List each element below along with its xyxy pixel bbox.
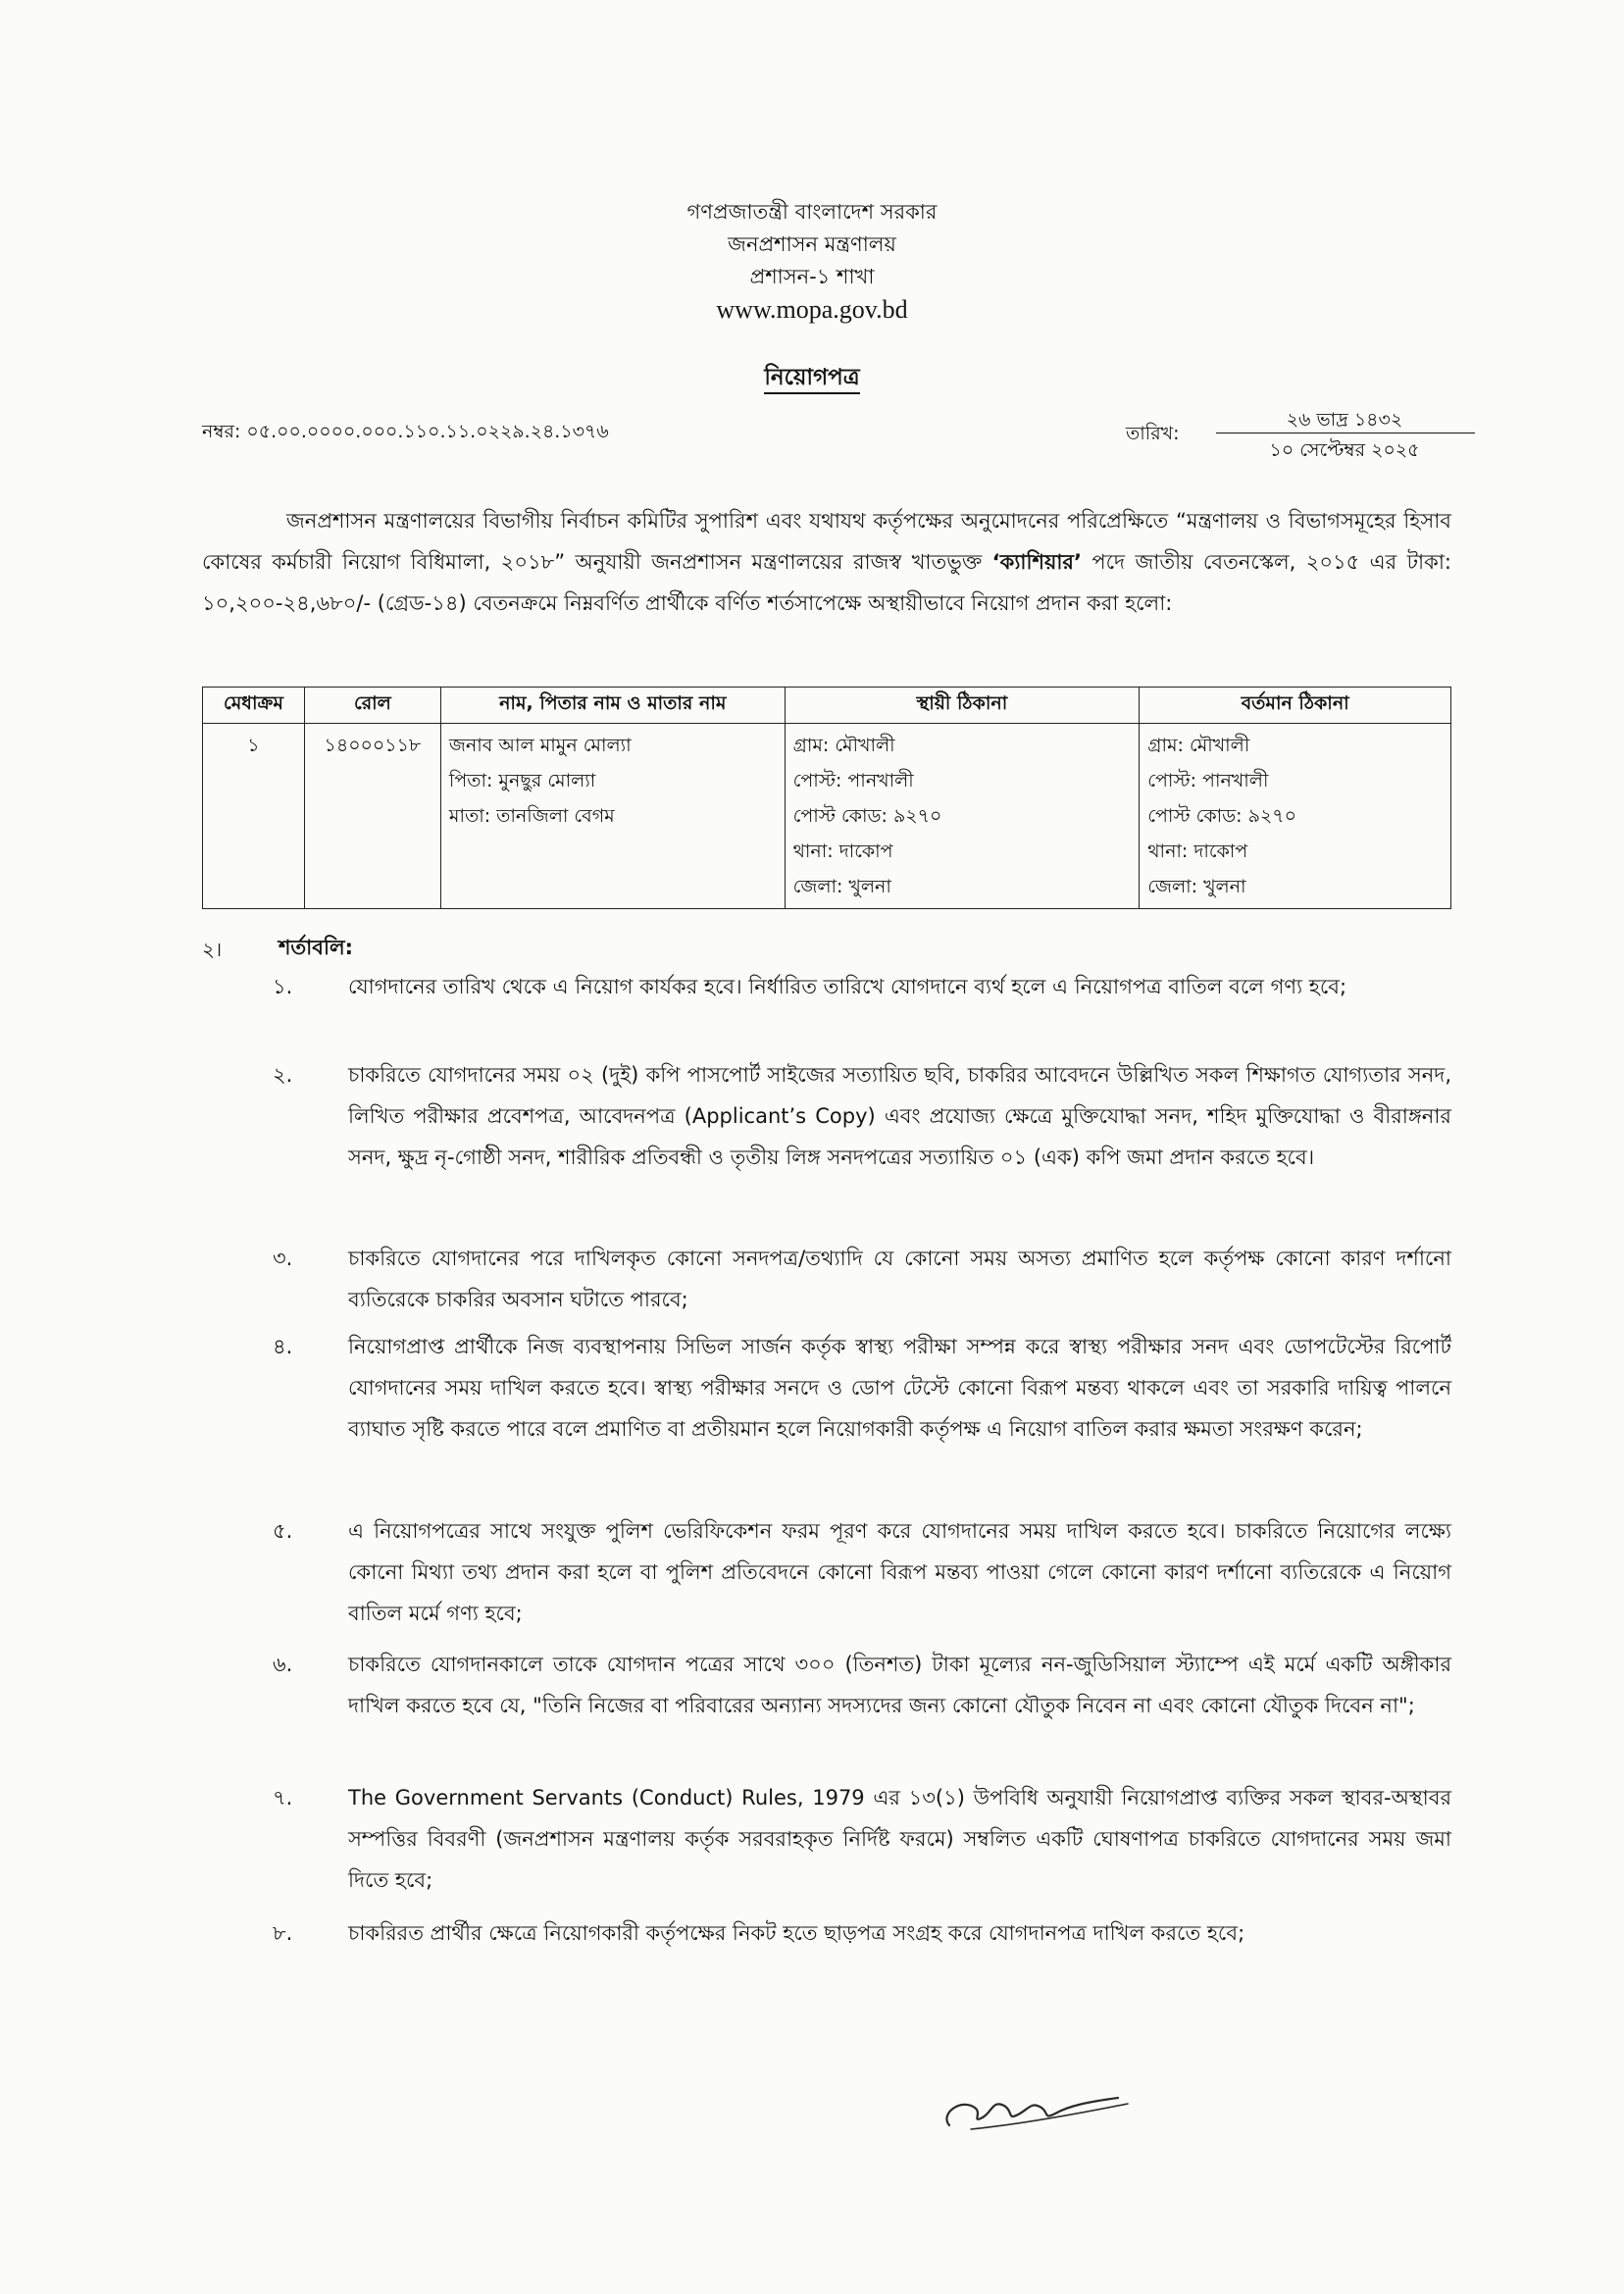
page-title [0, 359, 1624, 397]
condition-text: নিয়োগপ্রাপ্ত প্রার্থীকে নিজ ব্যবস্থাপনায় সিভিল সার্জন কর্তৃক স্বাস্থ্য পরীক্ষা সম্পন্ন করে স্বাস্থ্য পরীক্ষার সনদ এবং ডোপটেস্টের রিপোর্ট যোগদানের সময় দাখিল করতে হবে। স্বাস্থ্য পরীক্ষার সনদে ও ডোপ টেস্টে কোনো বিরূপ মন্তব্য থাকলে এবং তা সরকারি দায়িত্ব পালনে ব্যাঘাত সৃষ্টি করতে পারে বলে প্রমাণিত বা প্রতীয়মান হলে নিয়োগকারী কর্তৃপক্ষ এ নিয়োগ বাতিল করার ক্ষমতা সংরক্ষণ করেন; [348, 1335, 1451, 1441]
condition-number: ২. [273, 1063, 293, 1087]
intro-part-2: পদে জাতীয় বেতনস্কেল, ২০১৫ এর টাকা: ১০,২০০-২৪,৬৮০/- (গ্রেড-১৪) বেতনক্রমে নিম্নবর্ণিত প্রার্থীকে বর্ণিত শর্তসাপেক্ষে অস্থায়ীভাবে নিয়োগ প্রদান করা হলো: [202, 550, 1451, 615]
father-name: পিতা: মুনছুর মোল্যা [448, 770, 596, 791]
condition-text: The Government Servants (Conduct) Rules, 1979 এর ১৩(১) উপবিধি অনুযায়ী নিয়োগপ্রাপ্ত ব্যক্তির সকল স্থাবর-অস্থাবর সম্পত্তির বিবরণী (জনপ্রশাসন মন্ত্রণালয় কর্তৃক সরবরাহকৃত নির্দিষ্ট ফরমে) সম্বলিত একটি ঘোষণাপত্র চাকরিতে যোগদানের সময় জমা দিতে হবে; [348, 1786, 1451, 1892]
table-header-row [203, 688, 1451, 724]
address-line: পোস্ট কোড: ৯২৭০ [1147, 805, 1296, 827]
condition-text: চাকরিরত প্রার্থীর ক্ষেত্রে নিয়োগকারী কর্তৃপক্ষের নিকট হতে ছাড়পত্র সংগ্রহ করে যোগদানপত্র দাখিল করতে হবে; [348, 1921, 1245, 1945]
condition-number: ৩. [273, 1247, 293, 1270]
memo-number: নম্বর: ০৫.০০.০০০০.০০০.১১০.১১.০২২৯.২৪.১৩৭৬ [202, 421, 609, 442]
date-label: তারিখ: [1126, 423, 1180, 444]
branch-name: প্রশাসন-১ শাখা [749, 265, 875, 288]
date-bangla: ২৬ ভাদ্র ১৪৩২ [1286, 409, 1403, 431]
address-line: পোস্ট: পানখালী [792, 770, 914, 791]
government-name: গণপ্রজাতন্ত্রী বাংলাদেশ সরকার [686, 200, 938, 224]
address-line: গ্রাম: মৌখালী [1147, 735, 1250, 756]
condition-text: যোগদানের তারিখ থেকে এ নিয়োগ কার্যকর হবে। নির্ধারিত তারিখে যোগদানে ব্যর্থ হলে এ নিয়োগপত্র বাতিল বলে গণ্য হবে; [348, 975, 1347, 998]
cell-roll: ১৪০০০১১৮ [304, 724, 440, 909]
condition-text: এ নিয়োগপত্রের সাথে সংযুক্ত পুলিশ ভেরিফিকেশন ফরম পূরণ করে যোগদানের সময় দাখিল করতে হবে। চাকরিতে নিয়োগের লক্ষ্যে কোনো মিথ্যা তথ্য প্রদান করা হলে বা পুলিশ প্রতিবেদনে কোনো বিরূপ মন্তব্য পাওয়া গেলে কোনো কারণ দর্শানো ব্যতিরেকে এ নিয়োগ বাতিল মর্মে গণ্য হবে; [348, 1519, 1451, 1625]
candidate-name: জনাব আল মামুন মোল্যা [448, 735, 632, 756]
header-name: নাম, পিতার নাম ও মাতার নাম [440, 688, 785, 724]
condition-number: ৪. [273, 1335, 293, 1358]
table-row [203, 724, 1451, 909]
address-line: জেলা: খুলনা [792, 876, 891, 897]
condition-number: ৬. [273, 1653, 293, 1676]
date-english: ১০ সেপ্টেম্বর ২০২৫ [1269, 439, 1420, 461]
letterhead [0, 196, 1624, 326]
condition-number: ১. [273, 975, 293, 998]
section-number: ২। [202, 938, 223, 961]
section-title: শর্তাবলি: [279, 936, 354, 959]
header-permanent-address: স্থায়ী ঠিকানা [785, 688, 1140, 724]
cell-names [440, 724, 785, 909]
address-line: পোস্ট কোড: ৯২৭০ [792, 805, 942, 827]
candidate-table [202, 687, 1451, 909]
address-line: জেলা: খুলনা [1147, 876, 1246, 897]
mother-name: মাতা: তানজিলা বেগম [448, 805, 615, 827]
cell-permanent-address [785, 724, 1140, 909]
cell-merit: ১ [203, 724, 305, 909]
condition-number: ৭. [273, 1786, 293, 1810]
address-line: থানা: দাকোপ [792, 841, 893, 862]
condition-text: চাকরিতে যোগদানকালে তাকে যোগদান পত্রের সাথে ৩০০ (তিনশত) টাকা মূল্যের নন-জুডিসিয়াল স্ট্যাম্পে এই মর্মে একটি অঙ্গীকার দাখিল করতে হবে যে, "তিনি নিজের বা পরিবারের অন্যান্য সদস্যদের জন্য কোনো যৌতুক নিবেন না এবং কোনো যৌতুক দিবেন না"; [348, 1653, 1451, 1717]
post-name: ‘ক্যাশিয়ার’ [991, 550, 1082, 574]
condition-text: চাকরিতে যোগদানের পরে দাখিলকৃত কোনো সনদপত্র/তথ্যাদি যে কোনো সময় অসত্য প্রমাণিত হলে কর্তৃপক্ষ কোনো কারণ দর্শানো ব্যতিরেকে চাকরির অবসান ঘটাতে পারবে; [348, 1247, 1451, 1311]
ministry-name: জনপ্রশাসন মন্ত্রণালয় [728, 232, 896, 256]
intro-paragraph [202, 500, 1451, 624]
signature-image [932, 2074, 1147, 2143]
header-merit: মেধাক্রম [203, 688, 305, 724]
header-present-address: বর্তমান ঠিকানা [1140, 688, 1451, 724]
header-roll: রোল [304, 688, 440, 724]
address-line: পোস্ট: পানখালী [1147, 770, 1269, 791]
title-text: নিয়োগপত্র [764, 365, 859, 394]
ministry-website: www.mopa.gov.bd [716, 295, 908, 324]
condition-number: ৮. [273, 1921, 293, 1945]
cell-present-address [1140, 724, 1451, 909]
address-line: থানা: দাকোপ [1147, 841, 1248, 862]
condition-text: চাকরিতে যোগদানের সময় ০২ (দুই) কপি পাসপোর্ট সাইজের সত্যায়িত ছবি, চাকরির আবেদনে উল্লিখিত সকল শিক্ষাগত যোগ্যতার সনদ, লিখিত পরীক্ষার প্রবেশপত্র, আবেদনপত্র (Applicant’s Copy) এবং প্রযোজ্য ক্ষেত্রে মুক্তিযোদ্ধা সনদ, শহিদ মুক্তিযোদ্ধা ও বীরাঙ্গনার সনদ, ক্ষুদ্র নৃ-গোষ্ঠী সনদ, শারীরিক প্রতিবন্ধী ও তৃতীয় লিঙ্গ সনদপত্রের সত্যায়িত ০১ (এক) কপি জমা প্রদান করতে হবে। [348, 1063, 1451, 1169]
address-line: গ্রাম: মৌখালী [792, 735, 895, 756]
intro-part-1: জনপ্রশাসন মন্ত্রণালয়ের বিভাগীয় নির্বাচন কমিটির সুপারিশ এবং যথাযথ কর্তৃপক্ষের অনুমোদনের পরিপ্রেক্ষিতে “মন্ত্রণালয় ও বিভাগসমূহের হিসাব কোষের কর্মচারী নিয়োগ বিধিমালা, ২০১৮” অনুযায়ী জনপ্রশাসন মন্ত্রণালয়ের রাজস্ব খাতভুক্ত [202, 509, 1451, 574]
condition-number: ৫. [273, 1519, 293, 1543]
